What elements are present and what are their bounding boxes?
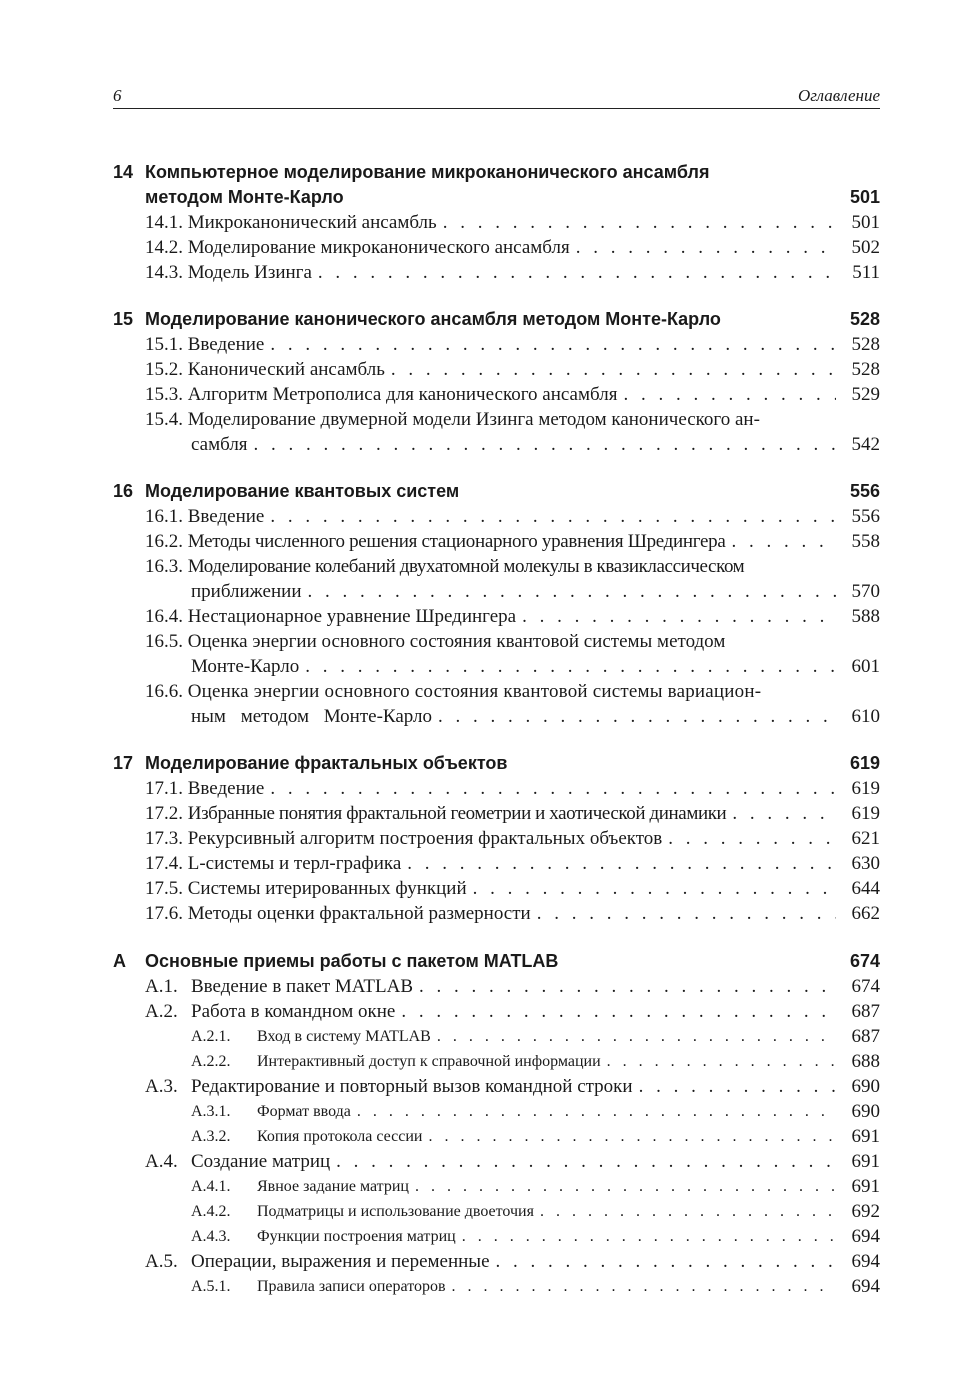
toc-entry-16-6: 16.6. Оценка энергии основного состояния квантовой системы вариацион- [145, 681, 762, 702]
toc-entry-17-4: 17.4. L-системы и терл-графика . . . 630 [145, 851, 880, 876]
toc-entry-16-3-cont: приближении . . . 570 [191, 579, 880, 604]
toc-entry-16-2: 16.2. Методы численного решения стационарного уравнения Шредингера . . . 558 [145, 529, 880, 554]
chapter-14-page: 501 [849, 187, 880, 207]
toc-entry-17-5: 17.5. Системы итерированных функций . . . 644 [145, 876, 880, 901]
chapter-14-heading-cont: методом Монте-Карло 501 [113, 185, 880, 210]
chapter-17-heading: 17 Моделирование фрактальных объектов 619 [113, 753, 880, 773]
running-title: Оглавление [797, 86, 880, 105]
toc-entry-17-6: 17.6. Методы оценки фрактальной размерности . . . 662 [145, 901, 880, 926]
toc-entry-17-1: 17.1. Введение . . . 619 [145, 776, 880, 801]
chapter-16-heading: 16 Моделирование квантовых систем 556 [113, 481, 880, 501]
toc-entry-17-2: 17.2. Избранные понятия фрактальной геометрии и хаотической динамики . . . 619 [145, 801, 880, 826]
toc-entry-17-3: 17.3. Рекурсивный алгоритм построения фрактальных объектов . . . 621 [145, 826, 880, 851]
toc-entry-a-5-1: A.5.1. Правила записи операторов . . . 694 [191, 1274, 880, 1299]
toc-entry-a-2-1: A.2.1. Вход в систему MATLAB . . . 687 [191, 1024, 880, 1049]
toc-entry-16-1: 16.1. Введение . . . 556 [145, 504, 880, 529]
toc-entry-a-3-1: A.3.1. Формат ввода . . . 690 [191, 1099, 880, 1124]
toc-entry-a-5: A.5. Операции, выражения и переменные . . . 694 [145, 1249, 880, 1274]
toc-entry-16-6-cont: ным методом Монте-Карло . . . 610 [191, 704, 880, 729]
toc-entry-14-1: 14.1. Микроканонический ансамбль . . . 501 [145, 210, 880, 235]
toc-entry-16-3: 16.3. Моделирование колебаний двухатомной молекулы в квазиклассическом [145, 556, 745, 577]
toc-entry-a-3: A.3. Редактирование и повторный вызов командной строки . . . 690 [145, 1074, 880, 1099]
toc-entry-a-4-1: A.4.1. Явное задание матриц . . . 691 [191, 1174, 880, 1199]
page-number: 6 [113, 86, 122, 105]
toc-entry-14-2: 14.2. Моделирование микроканонического ансамбля . . . 502 [145, 235, 880, 260]
toc-entry-16-4: 16.4. Нестационарное уравнение Шредингера . . . 588 [145, 604, 880, 629]
toc-entry-a-2: A.2. Работа в командном окне . . . 687 [145, 999, 880, 1024]
toc-entry-15-1: 15.1. Введение . . . 528 [145, 332, 880, 357]
toc-entry-a-3-2: A.3.2. Копия протокола сессии . . . 691 [191, 1124, 880, 1149]
appendix-a-heading: A Основные приемы работы с пакетом MATLAB 674 [113, 951, 880, 971]
toc-entry-15-4: 15.4. Моделирование двумерной модели Изинга методом канонического ан- [145, 409, 760, 430]
toc-entry-a-4-3: A.4.3. Функции построения матриц . . . 694 [191, 1224, 880, 1249]
chapter-14-heading: 14 Компьютерное моделирование микроканонического ансамбля [113, 162, 710, 182]
running-header [113, 84, 880, 109]
toc-entry-a-4: A.4. Создание матриц . . . 691 [145, 1149, 880, 1174]
toc-entry-15-3: 15.3. Алгоритм Метрополиса для канонического ансамбля . . . 529 [145, 382, 880, 407]
toc-entry-a-2-2: A.2.2. Интерактивный доступ к справочной информации . . . 688 [191, 1049, 880, 1074]
chapter-15-heading: 15 Моделирование канонического ансамбля методом Монте-Карло 528 [113, 309, 880, 329]
toc-entry-a-1: A.1. Введение в пакет MATLAB . . . 674 [145, 974, 880, 999]
toc-entry-15-2: 15.2. Канонический ансамбль . . . 528 [145, 357, 880, 382]
toc-entry-a-4-2: A.4.2. Подматрицы и использование двоеточия . . . 692 [191, 1199, 880, 1224]
toc-entry-16-5-cont: Монте-Карло . . . 601 [191, 654, 880, 679]
toc-entry-16-5: 16.5. Оценка энергии основного состояния квантовой системы методом [145, 631, 726, 652]
toc-entry-15-4-cont: самбля . . . 542 [191, 432, 880, 457]
toc-entry-14-3: 14.3. Модель Изинга . . . 511 [145, 260, 880, 285]
